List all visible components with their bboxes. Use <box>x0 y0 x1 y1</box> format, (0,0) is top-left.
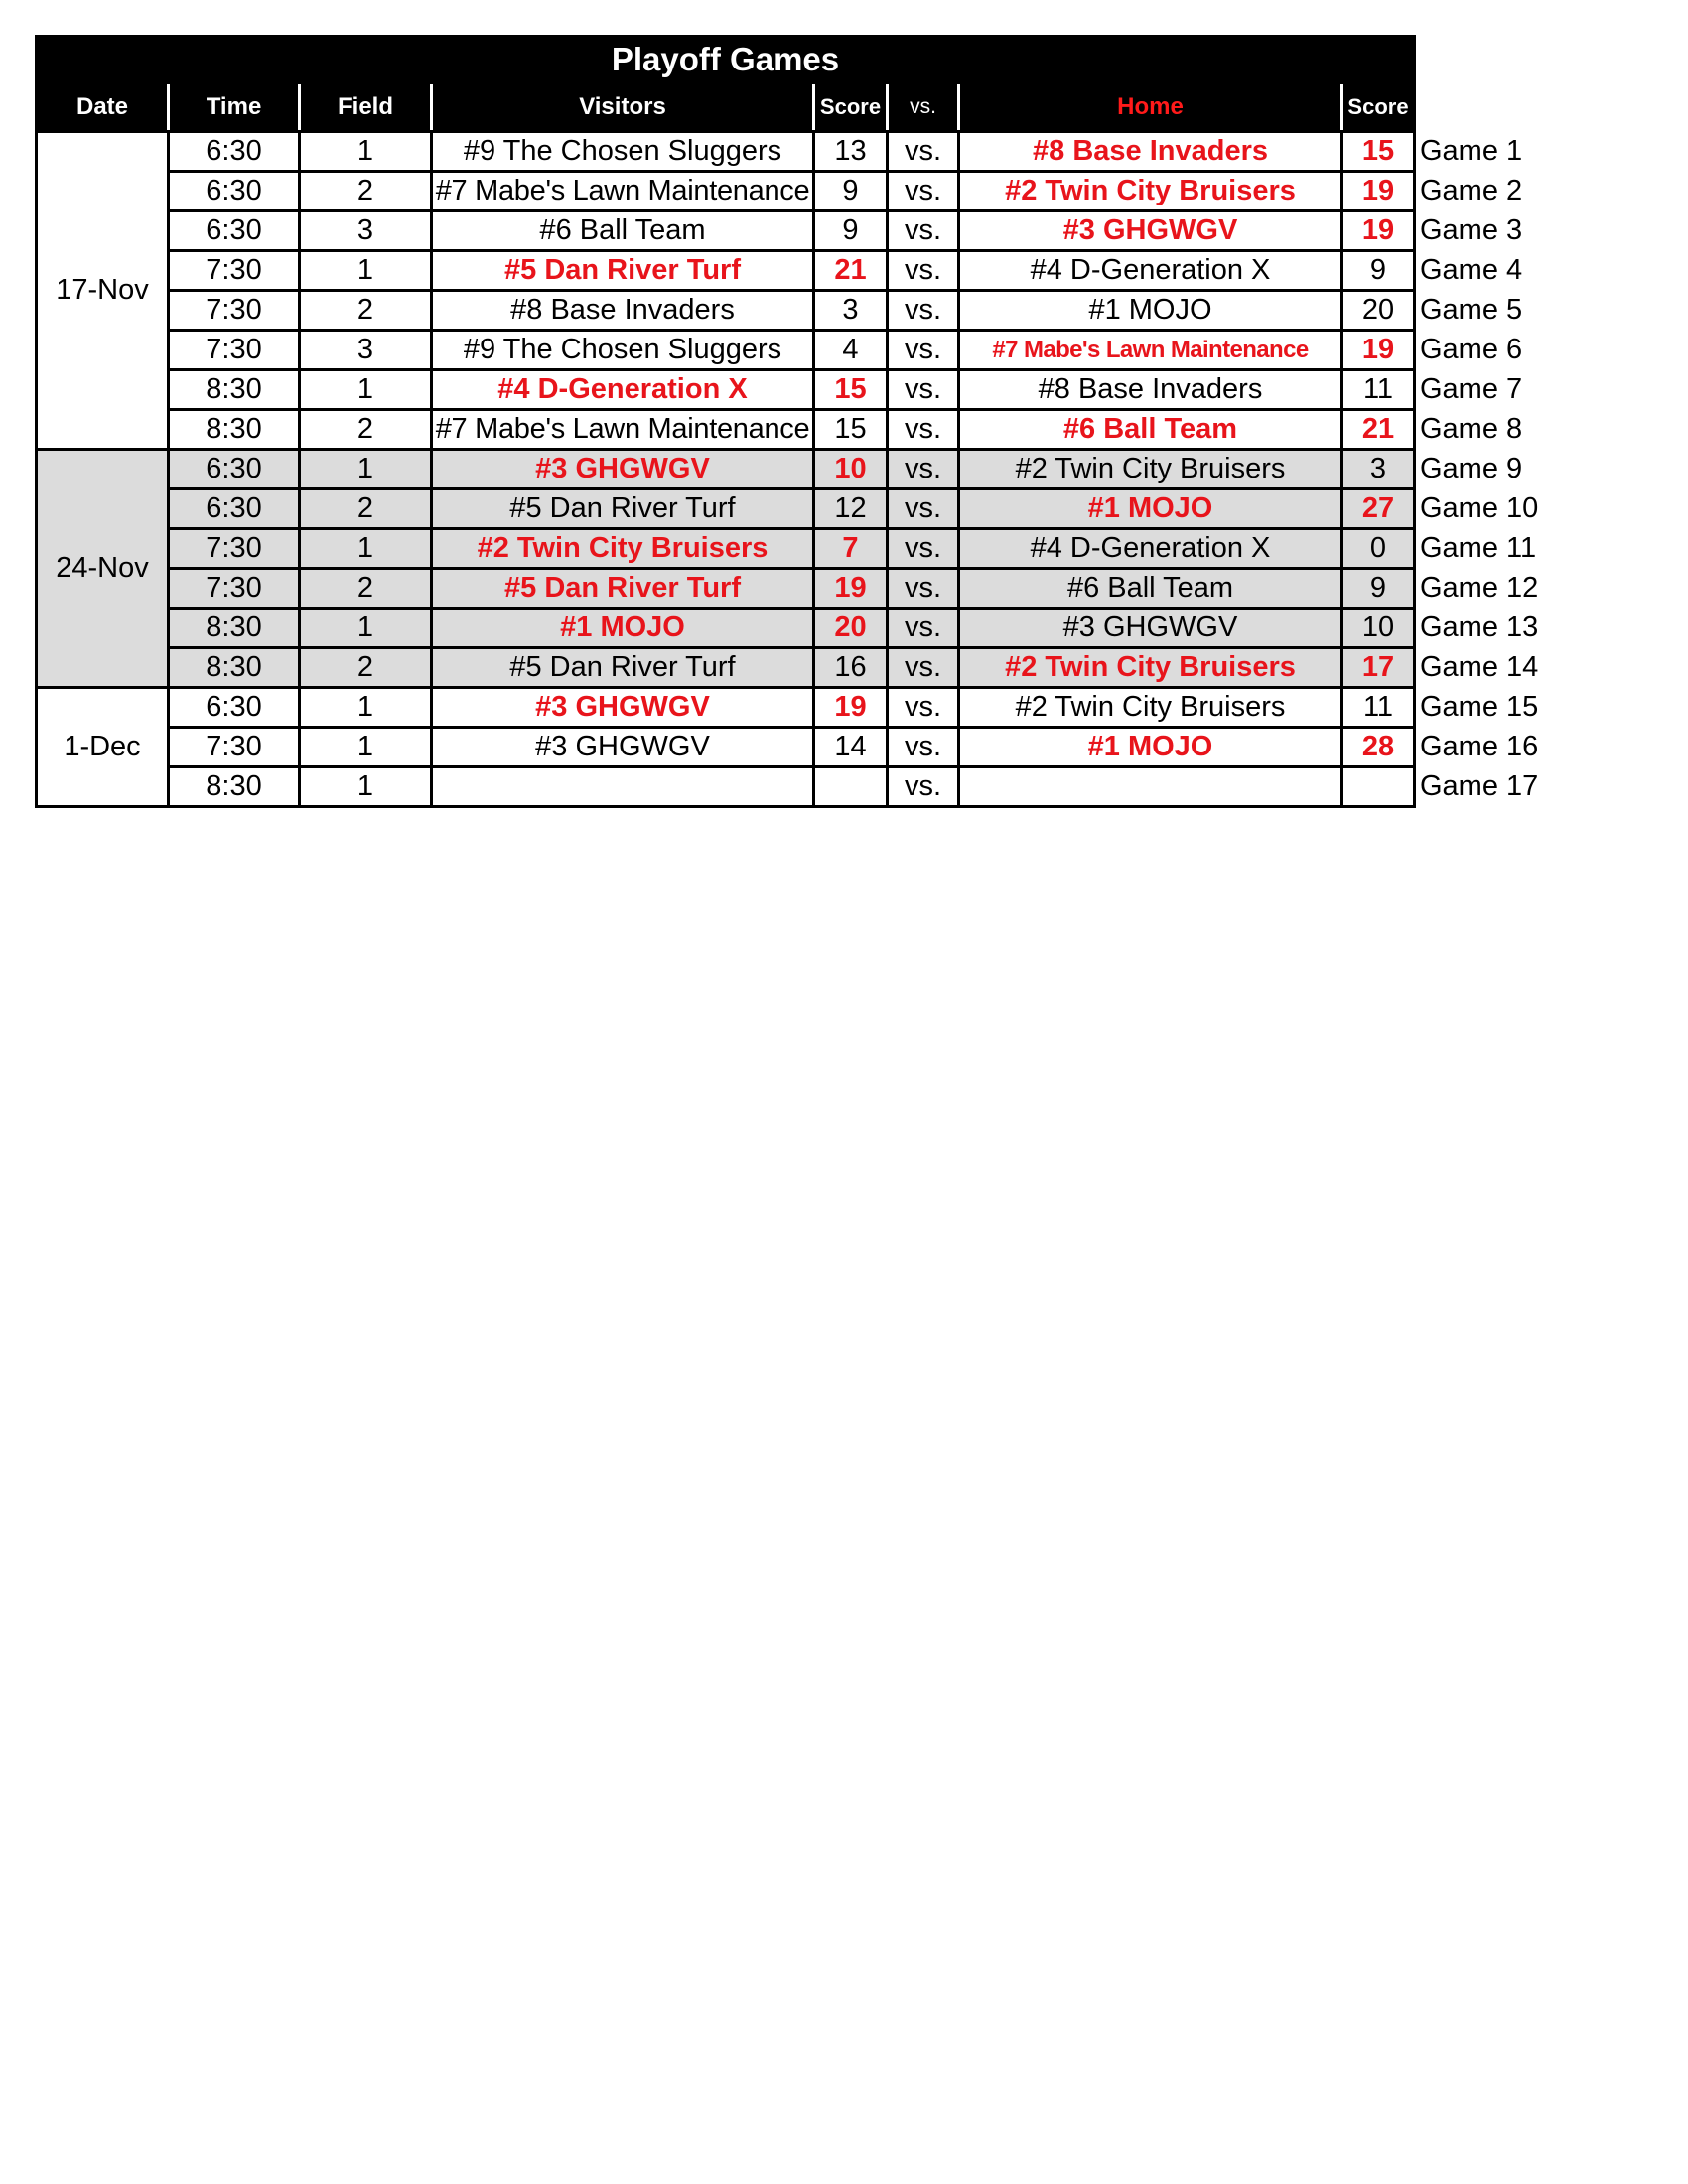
home-score: 28 <box>1342 728 1415 767</box>
game-field: 1 <box>300 767 432 807</box>
vs-label: vs. <box>888 728 959 767</box>
game-time: 6:30 <box>169 132 300 172</box>
game-time: 8:30 <box>169 609 300 648</box>
visitor-score: 13 <box>814 132 888 172</box>
visitor-score: 19 <box>814 569 888 609</box>
home-team: #4 D-Generation X <box>959 251 1342 291</box>
game-label: Game 14 <box>1420 651 1539 683</box>
visitor-team: #6 Ball Team <box>432 211 814 251</box>
vs-label: vs. <box>888 609 959 648</box>
game-field: 3 <box>300 331 432 370</box>
game-label: Game 6 <box>1420 334 1523 365</box>
home-team: #7 Mabe's Lawn Maintenance <box>959 331 1342 370</box>
visitor-team: #7 Mabe's Lawn Maintenance <box>432 410 814 450</box>
game-label: Game 4 <box>1420 254 1523 286</box>
date-24-nov: 24-Nov <box>37 450 169 688</box>
home-team: #2 Twin City Bruisers <box>959 172 1342 211</box>
visitor-team: #3 GHGWGV <box>432 688 814 728</box>
visitor-team: #3 GHGWGV <box>432 728 814 767</box>
game-time: 7:30 <box>169 569 300 609</box>
home-score: 19 <box>1342 331 1415 370</box>
game-time: 6:30 <box>169 688 300 728</box>
visitor-team: #9 The Chosen Sluggers <box>432 132 814 172</box>
home-team: #6 Ball Team <box>959 410 1342 450</box>
game-row <box>37 410 1554 450</box>
date-17-nov: 17-Nov <box>37 132 169 450</box>
playoff-schedule-sheet <box>35 35 1555 808</box>
home-team: #3 GHGWGV <box>959 211 1342 251</box>
game-label: Game 17 <box>1420 770 1539 802</box>
game-label: Game 9 <box>1420 453 1523 484</box>
vs-label: vs. <box>888 370 959 410</box>
game-field: 3 <box>300 211 432 251</box>
visitor-score: 15 <box>814 370 888 410</box>
game-time: 6:30 <box>169 172 300 211</box>
visitor-score: 12 <box>814 489 888 529</box>
visitor-score: 14 <box>814 728 888 767</box>
visitor-team: #2 Twin City Bruisers <box>432 529 814 569</box>
game-time: 7:30 <box>169 291 300 331</box>
visitor-team: #7 Mabe's Lawn Maintenance <box>432 172 814 211</box>
game-label: Game 15 <box>1420 691 1539 723</box>
visitor-score: 10 <box>814 450 888 489</box>
vs-label: vs. <box>888 132 959 172</box>
visitor-team: #3 GHGWGV <box>432 450 814 489</box>
game-field: 1 <box>300 251 432 291</box>
vs-label: vs. <box>888 688 959 728</box>
vs-label: vs. <box>888 648 959 688</box>
game-row <box>37 172 1554 211</box>
game-time: 7:30 <box>169 251 300 291</box>
home-team: #8 Base Invaders <box>959 370 1342 410</box>
home-score: 11 <box>1342 370 1415 410</box>
vs-label: vs. <box>888 767 959 807</box>
home-team: #2 Twin City Bruisers <box>959 688 1342 728</box>
vs-label: vs. <box>888 489 959 529</box>
game-field: 2 <box>300 489 432 529</box>
game-row <box>37 370 1554 410</box>
game-row <box>37 132 1554 172</box>
date-1-dec: 1-Dec <box>37 688 169 807</box>
visitor-score: 19 <box>814 688 888 728</box>
visitor-team: #5 Dan River Turf <box>432 489 814 529</box>
game-label: Game 3 <box>1420 214 1523 246</box>
home-score: 19 <box>1342 172 1415 211</box>
home-score: 15 <box>1342 132 1415 172</box>
visitor-score: 3 <box>814 291 888 331</box>
game-time: 8:30 <box>169 767 300 807</box>
home-score: 27 <box>1342 489 1415 529</box>
game-time: 8:30 <box>169 370 300 410</box>
game-row <box>37 211 1554 251</box>
visitor-score: 20 <box>814 609 888 648</box>
home-team: #3 GHGWGV <box>959 609 1342 648</box>
game-row <box>37 291 1554 331</box>
game-label: Game 8 <box>1420 413 1523 445</box>
home-score: 9 <box>1342 569 1415 609</box>
game-time: 7:30 <box>169 331 300 370</box>
game-field: 2 <box>300 291 432 331</box>
visitor-score: 4 <box>814 331 888 370</box>
visitor-team: #5 Dan River Turf <box>432 648 814 688</box>
game-time: 6:30 <box>169 450 300 489</box>
home-score: 11 <box>1342 688 1415 728</box>
header-row <box>37 83 1554 132</box>
playoff-schedule-table <box>35 35 1555 808</box>
game-row <box>37 648 1554 688</box>
game-field: 2 <box>300 172 432 211</box>
game-time: 7:30 <box>169 728 300 767</box>
game-label: Game 12 <box>1420 572 1539 604</box>
visitor-team: #1 MOJO <box>432 609 814 648</box>
game-field: 1 <box>300 728 432 767</box>
game-field: 1 <box>300 609 432 648</box>
visitor-score: 9 <box>814 172 888 211</box>
home-team: #2 Twin City Bruisers <box>959 648 1342 688</box>
game-label: Game 5 <box>1420 294 1523 326</box>
header-home: Home <box>959 83 1342 132</box>
vs-label: vs. <box>888 251 959 291</box>
game-row <box>37 569 1554 609</box>
game-label: Game 10 <box>1420 492 1539 524</box>
game-field: 2 <box>300 648 432 688</box>
game-row <box>37 331 1554 370</box>
home-score: 3 <box>1342 450 1415 489</box>
header-home-score: Score <box>1342 83 1415 132</box>
home-score: 20 <box>1342 291 1415 331</box>
home-score: 21 <box>1342 410 1415 450</box>
home-score <box>1342 767 1415 807</box>
game-field: 1 <box>300 529 432 569</box>
game-row <box>37 609 1554 648</box>
game-time: 6:30 <box>169 489 300 529</box>
game-row <box>37 728 1554 767</box>
game-time: 6:30 <box>169 211 300 251</box>
vs-label: vs. <box>888 291 959 331</box>
visitor-team: #5 Dan River Turf <box>432 251 814 291</box>
header-visitor-score: Score <box>814 83 888 132</box>
home-team: #2 Twin City Bruisers <box>959 450 1342 489</box>
game-row <box>37 450 1554 489</box>
game-label: Game 13 <box>1420 612 1539 643</box>
home-team: #8 Base Invaders <box>959 132 1342 172</box>
game-row <box>37 529 1554 569</box>
vs-label: vs. <box>888 331 959 370</box>
home-team: #1 MOJO <box>959 489 1342 529</box>
game-row <box>37 688 1554 728</box>
header-vs: vs. <box>888 83 959 132</box>
header-date: Date <box>37 83 169 132</box>
home-team: #6 Ball Team <box>959 569 1342 609</box>
visitor-team <box>432 767 814 807</box>
game-time: 8:30 <box>169 648 300 688</box>
game-label: Game 16 <box>1420 731 1539 762</box>
page-title: Playoff Games <box>37 37 1415 83</box>
title-row <box>37 37 1554 83</box>
home-team: #1 MOJO <box>959 291 1342 331</box>
visitor-team: #5 Dan River Turf <box>432 569 814 609</box>
vs-label: vs. <box>888 529 959 569</box>
home-score: 17 <box>1342 648 1415 688</box>
visitor-team: #9 The Chosen Sluggers <box>432 331 814 370</box>
game-field: 1 <box>300 450 432 489</box>
visitor-score <box>814 767 888 807</box>
vs-label: vs. <box>888 211 959 251</box>
vs-label: vs. <box>888 569 959 609</box>
header-visitors: Visitors <box>432 83 814 132</box>
header-time: Time <box>169 83 300 132</box>
visitor-score: 7 <box>814 529 888 569</box>
game-label: Game 2 <box>1420 175 1523 206</box>
header-field: Field <box>300 83 432 132</box>
visitor-team: #8 Base Invaders <box>432 291 814 331</box>
home-score: 19 <box>1342 211 1415 251</box>
visitor-team: #4 D-Generation X <box>432 370 814 410</box>
game-field: 1 <box>300 688 432 728</box>
game-row <box>37 767 1554 807</box>
game-label: Game 11 <box>1420 532 1537 564</box>
visitor-score: 15 <box>814 410 888 450</box>
game-field: 2 <box>300 569 432 609</box>
game-field: 2 <box>300 410 432 450</box>
vs-label: vs. <box>888 172 959 211</box>
home-team <box>959 767 1342 807</box>
game-field: 1 <box>300 370 432 410</box>
game-time: 8:30 <box>169 410 300 450</box>
visitor-score: 21 <box>814 251 888 291</box>
home-team: #4 D-Generation X <box>959 529 1342 569</box>
game-row <box>37 251 1554 291</box>
home-score: 0 <box>1342 529 1415 569</box>
home-team: #1 MOJO <box>959 728 1342 767</box>
home-score: 10 <box>1342 609 1415 648</box>
vs-label: vs. <box>888 410 959 450</box>
vs-label: vs. <box>888 450 959 489</box>
visitor-score: 9 <box>814 211 888 251</box>
game-field: 1 <box>300 132 432 172</box>
game-row <box>37 489 1554 529</box>
game-label: Game 1 <box>1420 135 1523 167</box>
game-label: Game 7 <box>1420 373 1523 405</box>
home-score: 9 <box>1342 251 1415 291</box>
visitor-score: 16 <box>814 648 888 688</box>
game-time: 7:30 <box>169 529 300 569</box>
